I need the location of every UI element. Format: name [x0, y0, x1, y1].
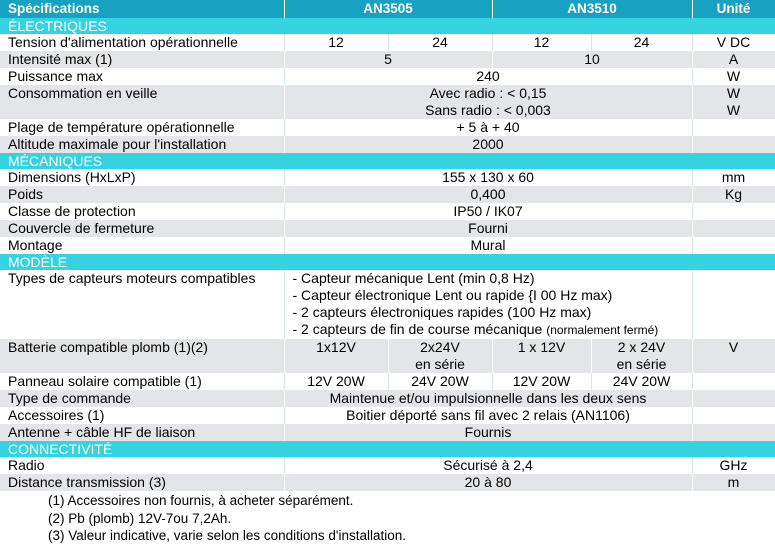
section-mecaniques [0, 153, 775, 169]
cell-value: 12 [492, 34, 591, 51]
cell-unit [692, 390, 775, 407]
value-line: - Capteur mécanique Lent (min 0,8 Hz) [292, 270, 535, 286]
cell-unit [692, 119, 775, 136]
header-unit: Unité [692, 0, 775, 18]
row-label: Type de commande [0, 390, 284, 407]
table-row [0, 237, 775, 254]
row-label: Puissance max [0, 68, 284, 85]
cell-value: 2000 [284, 136, 692, 153]
section-electriques [0, 18, 775, 34]
table-row [0, 220, 775, 237]
cell-value [388, 339, 492, 373]
row-label: Plage de température opérationnelle [0, 119, 284, 136]
cell-unit: A [692, 51, 775, 68]
row-label: Distance transmission (3) [0, 474, 284, 491]
row-label: Poids [0, 186, 284, 203]
cell-value [591, 339, 692, 373]
table-row [0, 68, 775, 85]
cell-unit: V [692, 339, 775, 373]
table-row [0, 203, 775, 220]
cell-value: Boitier déporté sans fil avec 2 relais (AN1106) [284, 407, 692, 424]
table-row [0, 424, 775, 441]
cell-unit [692, 373, 775, 390]
row-label: Antenne + câble HF de liaison [0, 424, 284, 441]
cell-unit: W [692, 68, 775, 85]
cell-unit [692, 424, 775, 441]
footnote: (1) Accessoires non fournis, à acheter séparément. [48, 493, 354, 508]
table-row [0, 270, 775, 339]
cell-value [284, 85, 692, 119]
cell-unit [692, 237, 775, 254]
header-model-an3505: AN3505 [284, 0, 492, 18]
cell-unit: m [692, 474, 775, 491]
value-line: Avec radio : < 0,15 [429, 85, 547, 101]
cell-value: Fourni [284, 220, 692, 237]
section-connectivite [0, 441, 775, 457]
value-line: - 2 capteurs électroniques rapides (100 Hz max) [292, 304, 592, 320]
table-row [0, 339, 775, 373]
unit-line: W [726, 85, 741, 101]
cell-value: 24 [591, 34, 692, 51]
cell-value: 24V 20W [388, 373, 492, 390]
row-label: Classe de protection [0, 203, 284, 220]
row-label: Montage [0, 237, 284, 254]
row-label: Altitude maximale pour l'installation [0, 136, 284, 153]
footnote: (3) Valeur indicative, varie selon les conditions d'installation. [48, 528, 407, 543]
section-title: CONNECTIVITÉ [0, 441, 775, 457]
row-label: Accessoires (1) [0, 407, 284, 424]
table-row [0, 390, 775, 407]
section-title: ÉLECTRIQUES [0, 18, 775, 34]
cell-value: 12V 20W [492, 373, 591, 390]
value-line: Sans radio : < 0,003 [425, 102, 551, 118]
value-line: 2 x 24V [617, 339, 666, 355]
value-line: en série [616, 356, 667, 372]
footnote: (2) Pb (plomb) 12V-7ou 7,2Ah. [48, 510, 232, 526]
cell-unit [692, 203, 775, 220]
table-row [0, 119, 775, 136]
cell-value: 20 à 80 [284, 474, 692, 491]
cell-value: 5 [284, 51, 492, 68]
table-row [0, 474, 775, 491]
cell-value: Fournis [284, 424, 692, 441]
value-line: 2x24V [420, 339, 460, 355]
cell-value: + 5 à + 40 [284, 119, 692, 136]
section-title: MÉCANIQUES [0, 153, 775, 169]
table-row [0, 169, 775, 186]
row-label: Panneau solaire compatible (1) [0, 373, 284, 390]
cell-unit: Kg [692, 186, 775, 203]
value-line: - Capteur électronique Lent ou rapide {I 00 Hz max) [292, 287, 613, 303]
row-label: Batterie compatible plomb (1)(2) [0, 339, 284, 373]
cell-value: 12 [284, 34, 388, 51]
table-row [0, 186, 775, 203]
cell-value: Sécurisé à 2,4 [284, 457, 692, 474]
cell-value: 240 [284, 68, 692, 85]
cell-value: 1 x 12V [492, 339, 591, 373]
cell-value: 24V 20W [591, 373, 692, 390]
value-line: en série [415, 356, 465, 372]
cell-value: 1x12V [284, 339, 388, 373]
row-label: Intensité max (1) [0, 51, 284, 68]
unit-line: W [726, 102, 741, 118]
cell-value: 12V 20W [284, 373, 388, 390]
cell-value: Mural [284, 237, 692, 254]
row-label: Tension d'alimentation opérationnelle [0, 34, 284, 51]
table-row [0, 85, 775, 119]
row-label: Radio [0, 457, 284, 474]
cell-unit [692, 220, 775, 237]
footnotes [0, 492, 775, 545]
cell-value: 24 [388, 34, 492, 51]
section-title: MODÈLE [0, 254, 775, 270]
cell-unit [692, 407, 775, 424]
row-label: Consommation en veille [0, 85, 284, 119]
row-label: Dimensions (HxLxP) [0, 169, 284, 186]
value-note: (normalement fermé) [546, 323, 659, 337]
header-spec: Spécifications [0, 0, 284, 18]
table-row [0, 373, 775, 390]
cell-value [284, 270, 692, 339]
cell-unit: V DC [692, 34, 775, 51]
cell-value: 155 x 130 x 60 [284, 169, 692, 186]
table-row [0, 51, 775, 68]
cell-unit [692, 136, 775, 153]
table-row [0, 34, 775, 51]
cell-unit: GHz [692, 457, 775, 474]
cell-unit: mm [692, 169, 775, 186]
cell-unit [692, 85, 775, 119]
table-row [0, 407, 775, 424]
cell-value: Maintenue et/ou impulsionnelle dans les deux sens [284, 390, 692, 407]
header-model-an3510: AN3510 [492, 0, 692, 18]
cell-value: 10 [492, 51, 692, 68]
row-label: Couvercle de fermeture [0, 220, 284, 237]
value-text: - 2 capteurs de fin de course mécanique [292, 321, 543, 337]
table-header [0, 0, 775, 18]
section-modele [0, 254, 775, 270]
row-label: Types de capteurs moteurs compatibles [0, 270, 284, 339]
table-row [0, 136, 775, 153]
cell-value: IP50 / IK07 [284, 203, 692, 220]
value-line [293, 321, 692, 339]
cell-value: 0,400 [284, 186, 692, 203]
cell-unit [692, 270, 775, 339]
table-row [0, 457, 775, 474]
